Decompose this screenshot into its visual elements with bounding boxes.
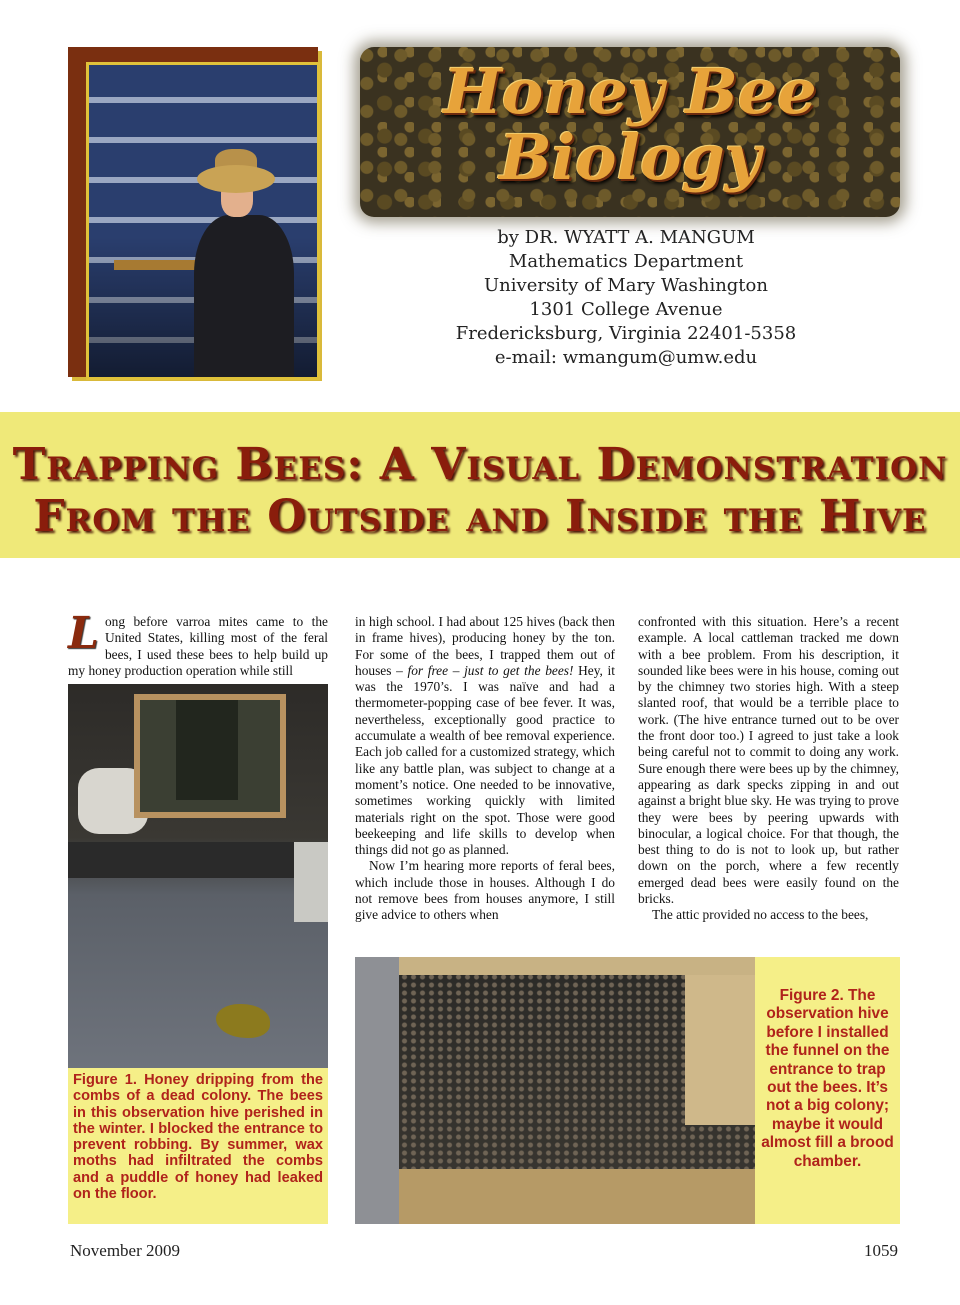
author-university: University of Mary Washington: [484, 275, 768, 296]
figure-2-caption: Figure 2. The observation hive before I installed the funnel on the entrance to trap out the bees. It’s not a big colony; maybe it would almost fill a brood chamber.: [755, 957, 900, 1224]
hat-brim: [197, 165, 275, 193]
figure-1-photo: [68, 684, 328, 1068]
article-column-2: [355, 614, 615, 924]
author-city: Fredericksburg, Virginia 22401-5358: [455, 323, 797, 344]
author-email: e-mail: wmangum@umw.edu: [494, 347, 758, 368]
column-title-line-2: Biology: [499, 121, 761, 194]
headline-line-1: Trapping Bees: A Visual Demonstration: [12, 439, 948, 490]
emphasis-text: for free – just to get the bees!: [407, 662, 574, 678]
article-column-1: [68, 608, 328, 679]
heater-illustration: [294, 842, 328, 922]
footer-page-number: 1059: [864, 1241, 898, 1260]
headline-line-2: From the Outside and Inside the Hive: [33, 491, 927, 542]
footer-issue-date: November 2009: [70, 1241, 181, 1260]
honey-puddle-illustration: [216, 1004, 270, 1038]
article-paragraph: confronted with this situation. Here’s a recent example. A local cattleman tracked me down with a bee problem. From his description, it sounded like bees were in his house, coming out by the chimney two stories high. With a steep slanted roof, that would be a terrible place to work. (The hive entrance turned out to be over the front door too.) I agreed to just take a look being careful not to commit to doing any work. Sure enough there were bees up by the chimney, appearing as dark specks zipping in and out against a bright blue sky. He was trying to prove they were bees by peering upwards with binocular, a logical choice. For that though, the best thing to do is not to look up, but rather down on the porch, where a few recently emerged dead bees were easily found on the bricks.: [638, 614, 899, 907]
article-paragraph: The attic provided no access to the bees,: [652, 907, 869, 923]
headline-band: [0, 412, 960, 558]
figure-1-caption: Figure 1. Honey dripping from the combs of a dead colony. The bees in this observation hive perished in the winter. I blocked the entrance to prevent robbing. By summer, wax moths had infiltrated the combs and a puddle of honey had leaked on the floor.: [68, 1068, 328, 1224]
article-paragraph: [355, 614, 615, 858]
author-department: Mathematics Department: [508, 251, 744, 272]
author-street: 1301 College Avenue: [529, 299, 723, 320]
figure-2-photo: [355, 957, 755, 1224]
text-run: Hey, it was the 1970’s. I was naïve and had a thermometer-popping case of bee fever. It was, nevertheless, exceptionally good practice to accumulate a wealth of bee removal experience. Each job called for a customized strategy, which like any battle plan, was subject to change at a moment’s notice. One needed to be innovative, sometimes working quickly with limited materials right on the spot. Those were good beekeeping and life skills to develop when things did not go as planned.: [355, 662, 615, 858]
column-title-line-1: Honey Bee: [443, 55, 817, 128]
hive-bottom-illustration: [399, 1169, 755, 1224]
hive-side-frame-illustration: [355, 957, 399, 1224]
text-run: in high school. I had about 125 hives (back then in frame hives), producing honey by the ton. For some of the bees, I trapped them out of houses –: [355, 614, 615, 678]
column-title-banner: [360, 47, 900, 217]
author-figure: [194, 215, 294, 380]
author-name: by DR. WYATT A. MANGUM: [497, 227, 755, 248]
drop-cap: L: [68, 608, 99, 659]
article-paragraph: Now I’m hearing more reports of feral bees, which include those in houses. Although I do not remove bees from houses anymore, I still give advice to others when: [355, 858, 615, 923]
hive-top-frame-illustration: [355, 957, 755, 975]
article-paragraph: ong before varroa mites came to the United States, killing most of the feral bees, I used these bees to help build up my honey production operation while still: [68, 614, 328, 678]
comb-illustration: [176, 700, 238, 800]
author-byline: [352, 226, 900, 370]
article-column-3: [638, 614, 899, 924]
shelf-illustration: [68, 842, 328, 878]
wood-panel-illustration: [685, 975, 755, 1125]
author-photo: [86, 62, 320, 380]
